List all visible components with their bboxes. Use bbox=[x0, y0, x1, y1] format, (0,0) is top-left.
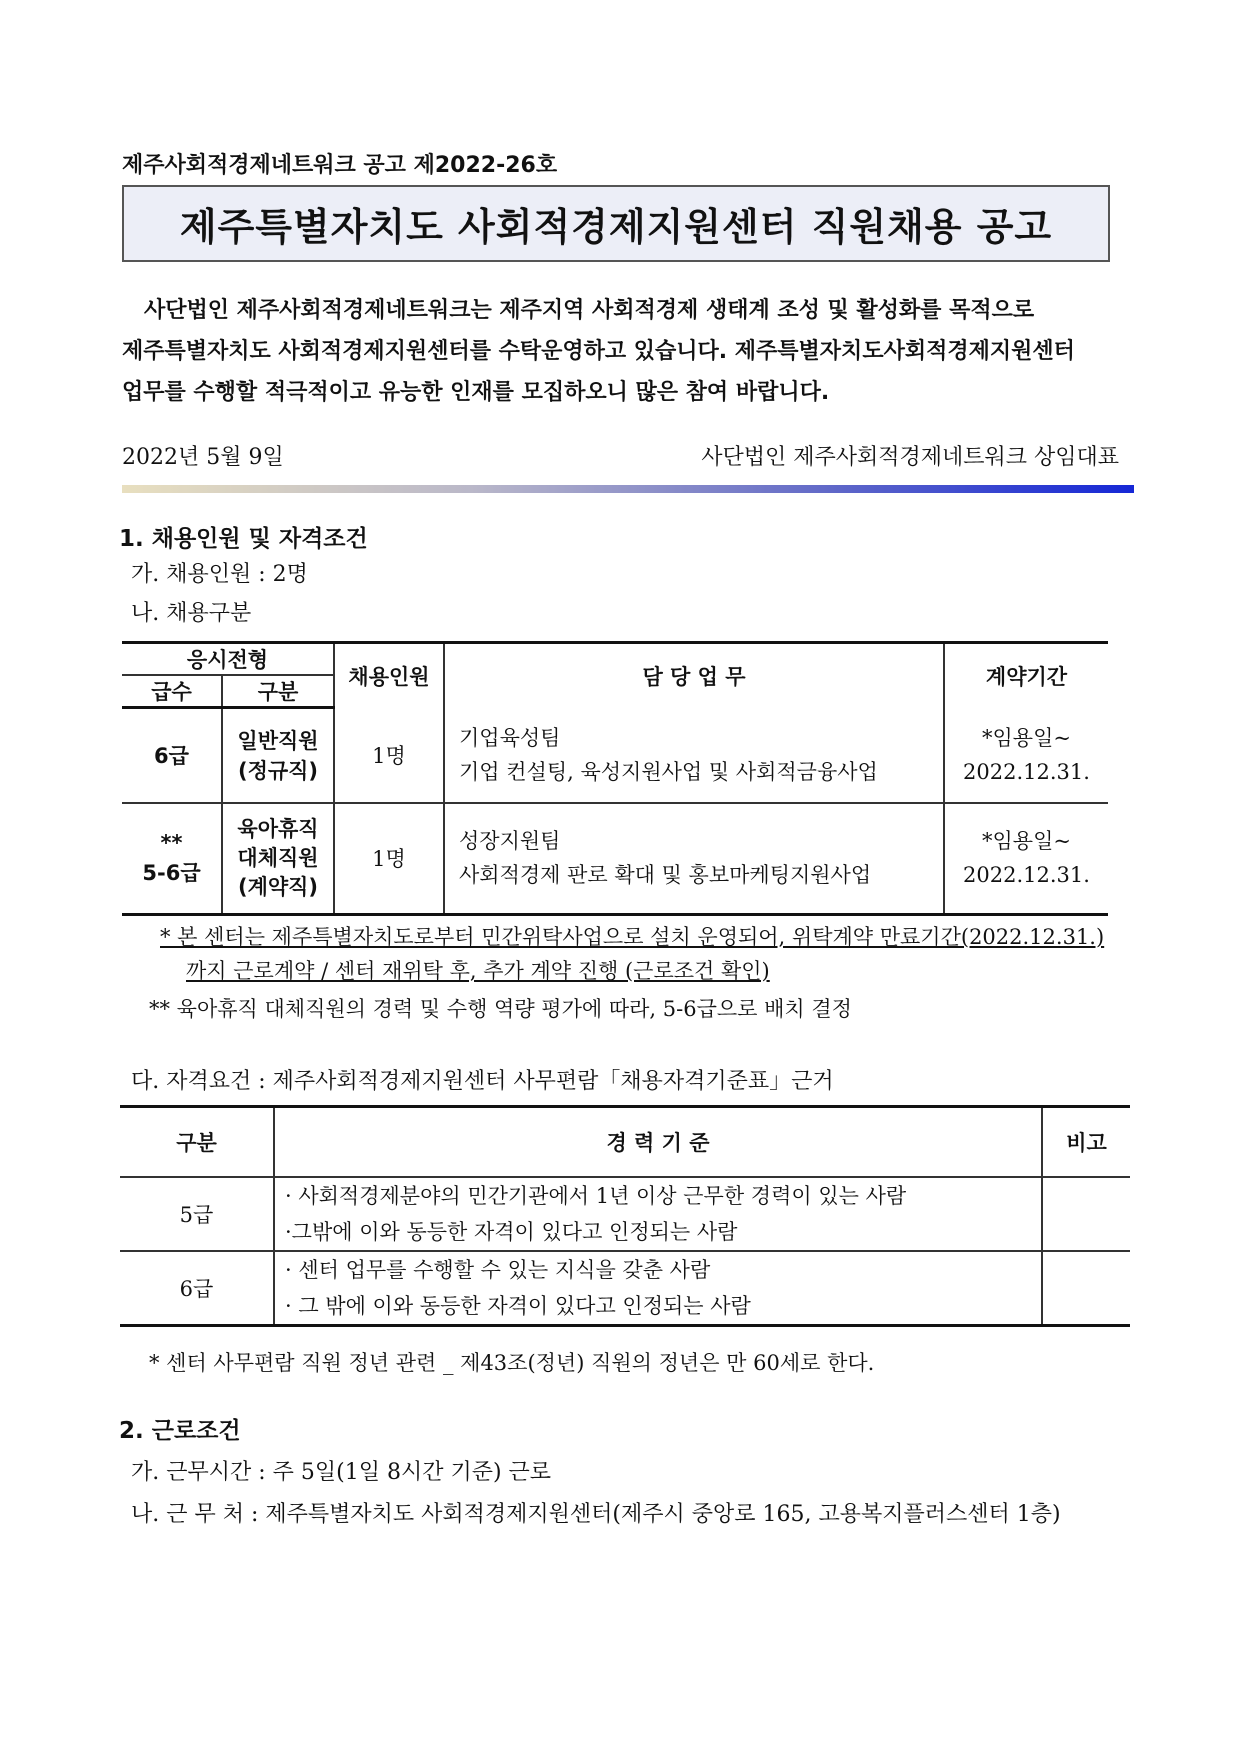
row2-grade-line1: ** bbox=[160, 831, 183, 856]
header-grade: 급수 bbox=[122, 675, 222, 708]
header-duty: 담 당 업 무 bbox=[444, 643, 944, 708]
note-contract-line1: * 본 센터는 제주특별자치도로부터 민간위탁사업으로 설치 운영되어, 위탁계약 만료기간(2022.12.31.) bbox=[160, 925, 1105, 949]
row2-type-line2: 대체직원 bbox=[237, 845, 319, 870]
header-type: 구분 bbox=[222, 675, 334, 708]
t2-row1-criteria-line2: ·그밖에 이와 동등한 자격이 있다고 인정되는 사람 bbox=[285, 1219, 738, 1244]
t2-row1-grade: 5급 bbox=[120, 1177, 274, 1251]
row1-period-line2: 2022.12.31. bbox=[963, 759, 1090, 784]
table-row bbox=[122, 803, 1108, 915]
section2-heading: 2. 근로조건 bbox=[119, 1418, 241, 1444]
page-title: 제주특별자치도 사회적경제지원센터 직원채용 공고 bbox=[179, 205, 1053, 249]
title-box bbox=[122, 185, 1110, 262]
row2-type-line1: 육아휴직 bbox=[237, 816, 319, 841]
header-count: 채용인원 bbox=[334, 643, 444, 708]
t2-row2-criteria bbox=[274, 1251, 1042, 1326]
t2-row2-grade: 6급 bbox=[120, 1251, 274, 1326]
work-hours: 가. 근무시간 : 주 5일(1일 8시간 기준) 근로 bbox=[131, 1460, 552, 1485]
recruitment-table bbox=[122, 641, 1108, 916]
issuer-name: 사단법인 제주사회적경제네트워크 상임대표 bbox=[701, 445, 1119, 470]
row2-type-line3: (계약직) bbox=[237, 874, 319, 899]
note-contract-line2: 까지 근로계약 / 센터 재위탁 후, 추가 계약 진행 (근로조건 확인) bbox=[186, 959, 770, 983]
row2-duty-line2: 사회적경제 판로 확대 및 홍보마케팅지원사업 bbox=[459, 863, 872, 888]
table-row bbox=[122, 708, 1108, 803]
row2-grade bbox=[122, 803, 222, 915]
work-place: 나. 근 무 처 : 제주특별자치도 사회적경제지원센터(제주시 중앙로 165, 고용복지플러스센터 1층) bbox=[131, 1502, 1061, 1527]
row1-period-line1: *임용일~ bbox=[982, 725, 1071, 750]
t2-header-type: 구분 bbox=[120, 1107, 274, 1177]
row1-period bbox=[944, 708, 1108, 803]
table-row bbox=[120, 1251, 1130, 1326]
t2-row1-criteria-line1: · 사회적경제분야의 민간기관에서 1년 이상 근무한 경력이 있는 사람 bbox=[285, 1183, 907, 1208]
note-contract bbox=[160, 920, 1120, 988]
intro-line-2: 제주특별자치도 사회적경제지원센터를 수탁운영하고 있습니다. 제주특별자치도사회적경제지원센터 bbox=[122, 339, 1075, 364]
t2-row2-note bbox=[1042, 1251, 1130, 1326]
note-substitute: ** 육아휴직 대체직원의 경력 및 수행 역량 평가에 따라, 5-6급으로 배치 결정 bbox=[149, 997, 852, 1021]
qualification-table bbox=[120, 1105, 1130, 1327]
row1-type-line2: (정규직) bbox=[237, 759, 319, 784]
table-row bbox=[120, 1177, 1130, 1251]
t2-row2-criteria-line1: · 센터 업무를 수행할 수 있는 지식을 갖춘 사람 bbox=[285, 1257, 711, 1282]
row1-duty-line1: 기업육성팀 bbox=[459, 725, 561, 750]
header-period: 계약기간 bbox=[944, 643, 1108, 708]
row1-count: 1명 bbox=[334, 708, 444, 803]
row2-period bbox=[944, 803, 1108, 915]
note-retirement: * 센터 사무편람 직원 정년 관련 _ 제43조(정년) 직원의 정년은 만 60세로 한다. bbox=[149, 1351, 875, 1375]
row2-grade-line2: 5-6급 bbox=[142, 861, 201, 886]
t2-row1-criteria bbox=[274, 1177, 1042, 1251]
row1-type-line1: 일반직원 bbox=[237, 729, 319, 754]
row2-type bbox=[222, 803, 334, 915]
row1-duty-line2: 기업 컨설팅, 육성지원사업 및 사회적금융사업 bbox=[459, 759, 878, 784]
row1-type bbox=[222, 708, 334, 803]
row2-period-line1: *임용일~ bbox=[982, 829, 1071, 854]
row1-grade: 6급 bbox=[122, 708, 222, 803]
t2-row1-note bbox=[1042, 1177, 1130, 1251]
row2-count: 1명 bbox=[334, 803, 444, 915]
t2-header-criteria: 경 력 기 준 bbox=[274, 1107, 1042, 1177]
item-na: 나. 채용구분 bbox=[131, 601, 252, 626]
t2-row2-criteria-line2: · 그 밖에 이와 동등한 자격이 있다고 인정되는 사람 bbox=[285, 1293, 751, 1318]
notice-number: 제주사회적경제네트워크 공고 제2022-26호 bbox=[122, 153, 558, 178]
t2-header-note: 비고 bbox=[1042, 1107, 1130, 1177]
intro-line-1: 사단법인 제주사회적경제네트워크는 제주지역 사회적경제 생태계 조성 및 활성화를 목적으로 bbox=[144, 298, 1035, 323]
item-ga: 가. 채용인원 : 2명 bbox=[131, 562, 308, 587]
row2-period-line2: 2022.12.31. bbox=[963, 863, 1090, 888]
row2-duty bbox=[444, 803, 944, 915]
intro-paragraph bbox=[122, 290, 1116, 413]
header-exam-group: 응시전형 bbox=[122, 643, 334, 676]
announcement-date: 2022년 5월 9일 bbox=[122, 445, 284, 470]
intro-line-3: 업무를 수행할 적극적이고 유능한 인재를 모집하오니 많은 참여 바랍니다. bbox=[122, 380, 830, 405]
item-da: 다. 자격요건 : 제주사회적경제지원센터 사무편람「채용자격기준표」근거 bbox=[131, 1069, 834, 1094]
row1-duty bbox=[444, 708, 944, 803]
row2-duty-line1: 성장지원팀 bbox=[459, 829, 561, 854]
section1-heading: 1. 채용인원 및 자격조건 bbox=[119, 526, 368, 552]
divider-bar bbox=[122, 485, 1134, 493]
